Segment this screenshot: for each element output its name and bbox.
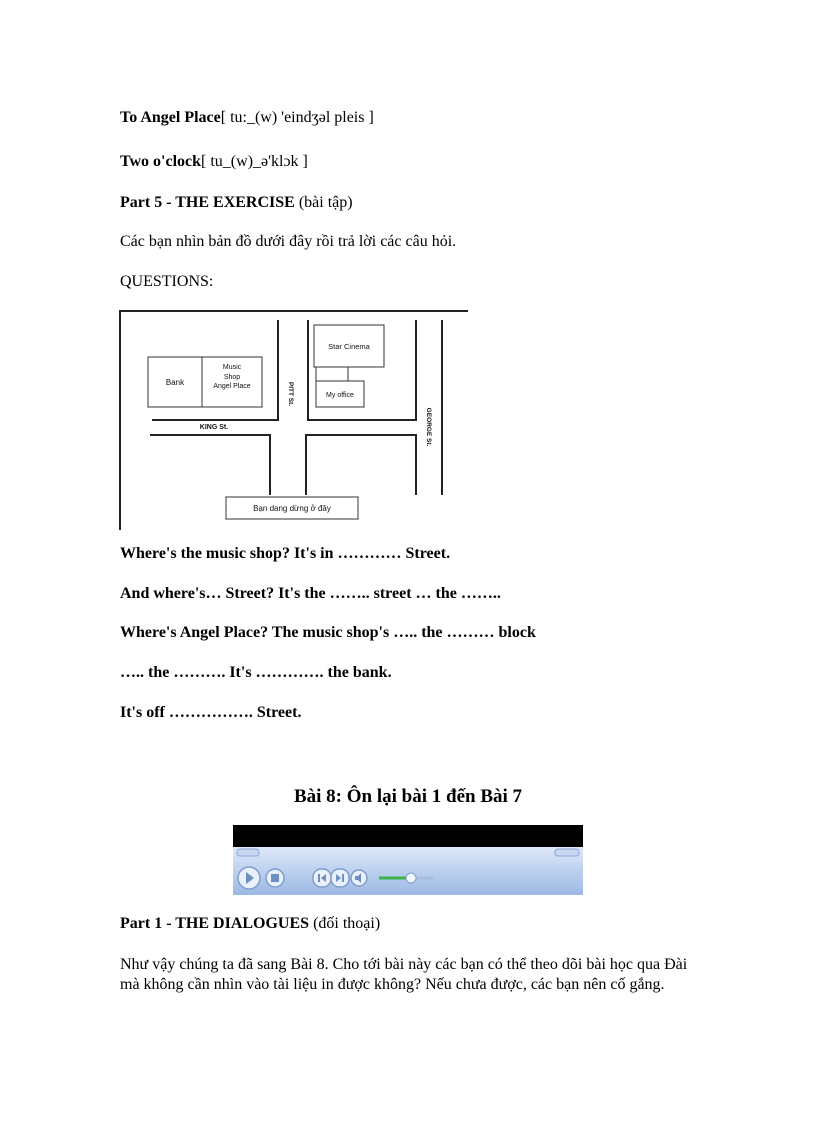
phrase-pronunciation: [ tu_(w)_ə'klɔk ] bbox=[201, 153, 308, 170]
lesson8-title: Bài 8: Ôn lại bài 1 đến Bài 7 bbox=[293, 786, 523, 807]
question-2: And where's… Street? It's the …….. street … the …….. bbox=[120, 585, 501, 602]
phrase-two-oclock bbox=[120, 152, 308, 172]
mute-icon[interactable] bbox=[351, 870, 367, 886]
part5-title: Part 5 - THE EXERCISE bbox=[120, 194, 295, 211]
king-street-label: KING St. bbox=[199, 424, 229, 431]
part1-heading bbox=[120, 914, 380, 934]
play-icon[interactable] bbox=[238, 867, 260, 889]
bank-label: Bank bbox=[165, 378, 185, 387]
next-icon[interactable] bbox=[331, 869, 349, 887]
question-5: It's off ……………. Street. bbox=[120, 704, 302, 721]
window-mode-icon[interactable] bbox=[555, 849, 579, 856]
part5-subtitle: (bài tập) bbox=[294, 194, 353, 211]
phrase-text: To Angel Place bbox=[120, 109, 221, 126]
exercise-instruction: Các bạn nhìn bản đồ dưới đây rồi trả lời các câu hỏi. bbox=[120, 233, 457, 250]
street-edge bbox=[150, 435, 270, 495]
pitt-street-label: PITT St. bbox=[287, 381, 294, 407]
phrase-angel-place bbox=[120, 108, 374, 128]
phrase-pronunciation: [ tu:_(w) 'eindʒəl pleis ] bbox=[220, 109, 374, 126]
player-screen bbox=[233, 825, 583, 847]
part5-heading bbox=[120, 193, 353, 213]
seek-handle-icon[interactable] bbox=[237, 849, 259, 856]
part1-title: Part 1 - THE DIALOGUES bbox=[120, 915, 310, 932]
question-4: ….. the ………. It's …………. the bank. bbox=[120, 664, 392, 681]
you-are-here-label: Bạn dang dừng ở đây bbox=[253, 504, 331, 513]
music-shop-label: Shop bbox=[223, 374, 241, 381]
question-3: Where's Angel Place? The music shop's ….. the ……… block bbox=[120, 624, 536, 641]
george-street-label: GEORGE St. bbox=[425, 407, 432, 447]
lesson8-paragraph: Như vậy chúng ta đã sang Bài 8. Cho tới bài này các bạn có thể theo dõi bài học qua Đài mà không cần nhìn vào tài liệu in được không? Nếu chưa được, các bạn nên cố gắng. bbox=[120, 956, 688, 993]
part1-subtitle: (đối thoại) bbox=[309, 915, 381, 932]
questions-label: QUESTIONS: bbox=[120, 273, 214, 290]
my-office-label: My office bbox=[326, 392, 354, 399]
phrase-text: Two o'clock bbox=[120, 153, 202, 170]
question-1: Where's the music shop? It's in ………… Street. bbox=[120, 545, 451, 562]
stop-icon[interactable] bbox=[266, 869, 284, 887]
star-cinema-label: Star Cinema bbox=[328, 342, 370, 351]
street-map bbox=[116, 305, 476, 530]
angel-place-label: Angel Place bbox=[213, 383, 251, 390]
media-player bbox=[233, 825, 583, 895]
previous-icon[interactable] bbox=[313, 869, 331, 887]
music-shop-label: Music bbox=[222, 364, 242, 371]
street-edge bbox=[306, 435, 416, 495]
